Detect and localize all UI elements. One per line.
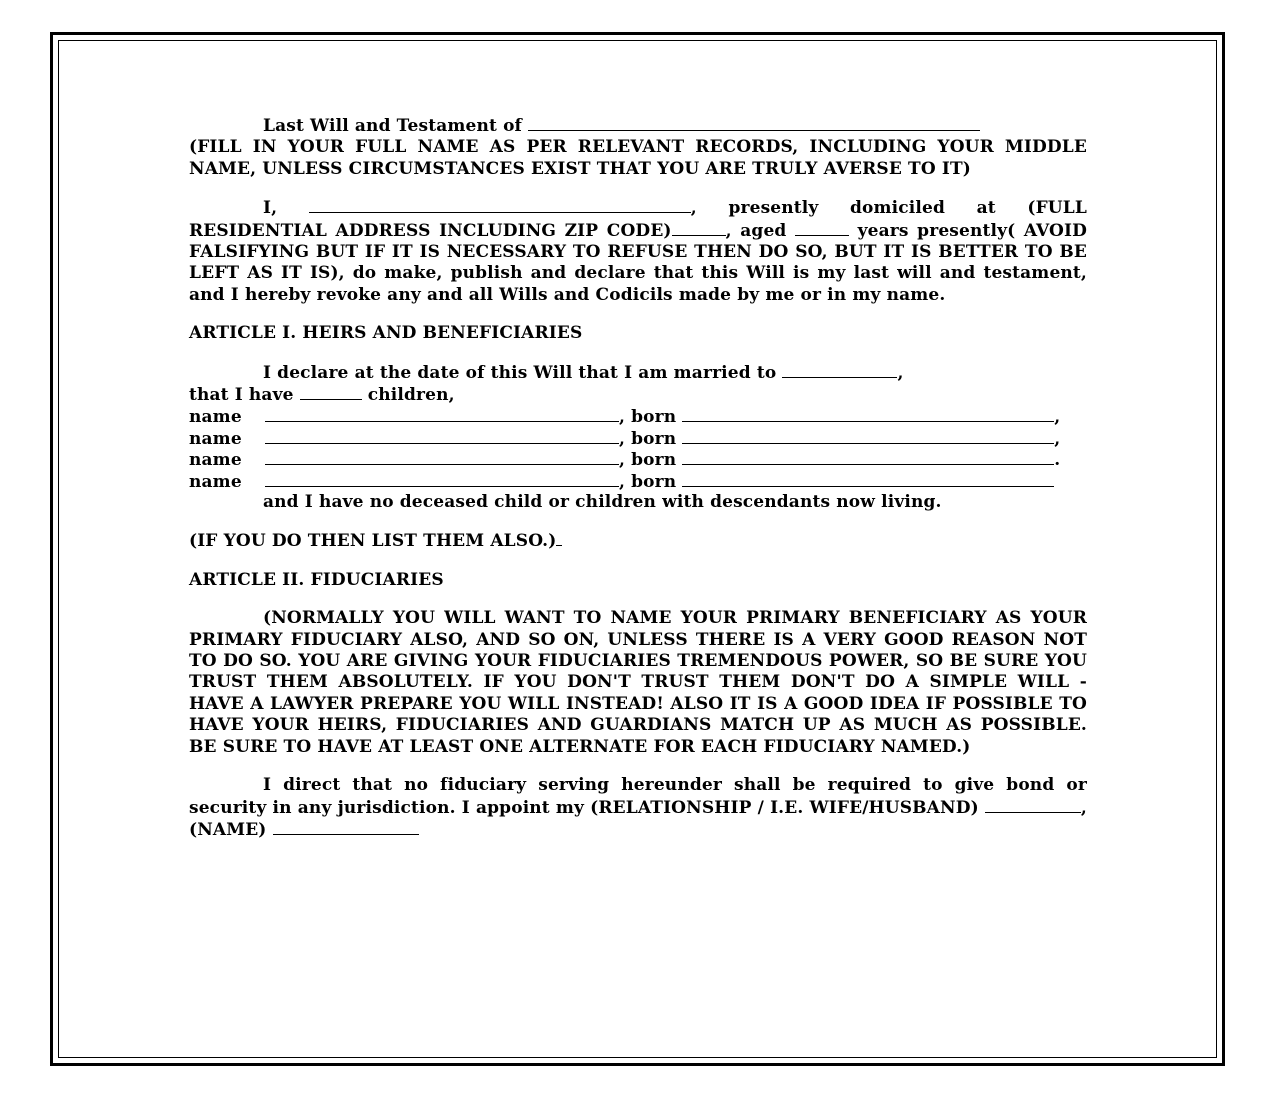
child-row (189, 471, 1087, 492)
child-name-label: name (189, 407, 242, 428)
fiduciary-note: (NORMALLY YOU WILL WANT TO NAME YOUR PRIMARY BENEFICIARY AS YOUR PRIMARY FIDUCIARY ALSO, AND SO ON, UNLESS THERE IS A VERY GOOD REASON NOT TO DO SO. YOU ARE GIVING YOUR FIDUCIARIES TREMENDOUS POWER, SO BE SURE YOU TRUST THEM ABSOLUTELY. IF YOU DON'T TRUST THEM DON'T DO A SIMPLE WILL - HAVE A LAWYER PREPARE YOU WILL INSTEAD! ALSO IT IS A GOOD IDEA IF POSSIBLE TO HAVE YOUR HEIRS, FIDUCIARIES AND GUARDIANS MATCH UP AS MUCH AS POSSIBLE. BE SURE TO HAVE AT LEAST ONE ALTERNATE FOR EACH FIDUCIARY NAMED.) (189, 608, 1087, 757)
age-blank[interactable] (795, 220, 849, 236)
list-note-blank[interactable] (556, 530, 562, 546)
child-row (189, 406, 1087, 427)
children-count-blank[interactable] (300, 384, 362, 400)
name-label: , (NAME) (189, 797, 1087, 840)
child-born-blank[interactable] (682, 471, 1054, 487)
article2-heading: ARTICLE II. FIDUCIARIES (189, 569, 444, 590)
children-prefix: that I have (189, 385, 294, 406)
article1-heading: ARTICLE I. HEIRS AND BENEFICIARIES (189, 323, 583, 344)
declaration-part1: , presently domiciled at (FULL RESIDENTIAL ADDRESS INCLUDING ZIP CODE) (189, 198, 1087, 241)
title-prefix: Last Will and Testament of (263, 116, 523, 136)
child-row-end: , (1054, 407, 1061, 428)
will-document (189, 115, 1087, 858)
fiduciary-name-blank[interactable] (273, 819, 419, 835)
child-row-end: . (1054, 450, 1061, 471)
married-line (189, 362, 1087, 384)
child-name-blank[interactable] (265, 428, 619, 444)
child-name-label: name (189, 428, 242, 449)
married-text: I declare at the date of this Will that I am married to (263, 362, 777, 383)
child-row-end: , (1054, 428, 1061, 449)
declaration-part3: years presently( AVOID FALSIFYING BUT IF IT IS NECESSARY TO REFUSE THEN DO SO, BUT IT IS BETTER TO BE LEFT AS IT IS), do make, publish and declare that this Will is my last will and testament, and I hereby revoke any and all Wills and Codicils made by me or in my name. (189, 220, 1087, 305)
child-born-blank[interactable] (682, 449, 1054, 465)
declaration-start: I, (263, 198, 278, 219)
children-count-line (189, 384, 1087, 406)
child-row (189, 428, 1087, 449)
relationship-blank[interactable] (985, 797, 1081, 813)
no-deceased-paragraph: and I have no deceased child or children with descendants now living. (263, 492, 942, 513)
list-note-text: (IF YOU DO THEN LIST THEM ALSO.) (189, 531, 557, 552)
child-name-label: name (189, 450, 242, 471)
child-born-label: , born (619, 407, 677, 428)
child-name-blank[interactable] (265, 449, 619, 465)
declaration-part2: , aged (725, 220, 787, 241)
child-name-label: name (189, 471, 242, 492)
title-line (189, 115, 1087, 137)
declaration-paragraph (189, 197, 1087, 306)
spouse-name-blank[interactable] (782, 362, 897, 378)
child-born-blank[interactable] (682, 428, 1054, 444)
address-blank[interactable] (672, 220, 726, 236)
child-born-label: , born (619, 450, 677, 471)
children-suffix: children, (367, 385, 455, 406)
child-born-blank[interactable] (682, 406, 1054, 422)
child-name-blank[interactable] (265, 471, 619, 487)
bond-text: I direct that no fiduciary serving hereunder shall be required to give bond or security in any jurisdiction. I appoint my (RELATIONSHIP / I.E. WIFE/HUSBAND) (189, 775, 1087, 818)
married-end: , (897, 362, 904, 383)
child-born-label: , born (619, 471, 677, 492)
title-note: (FILL IN YOUR FULL NAME AS PER RELEVANT RECORDS, INCLUDING YOUR MIDDLE NAME, UNLESS CIRCUMSTANCES EXIST THAT YOU ARE TRULY AVERSE TO IT) (189, 137, 1087, 179)
list-note (189, 530, 1087, 552)
child-name-blank[interactable] (265, 406, 619, 422)
child-born-label: , born (619, 428, 677, 449)
bond-paragraph (189, 775, 1087, 841)
testator-name-blank[interactable] (528, 115, 980, 131)
declarant-name-blank[interactable] (309, 197, 691, 213)
child-row (189, 449, 1087, 470)
